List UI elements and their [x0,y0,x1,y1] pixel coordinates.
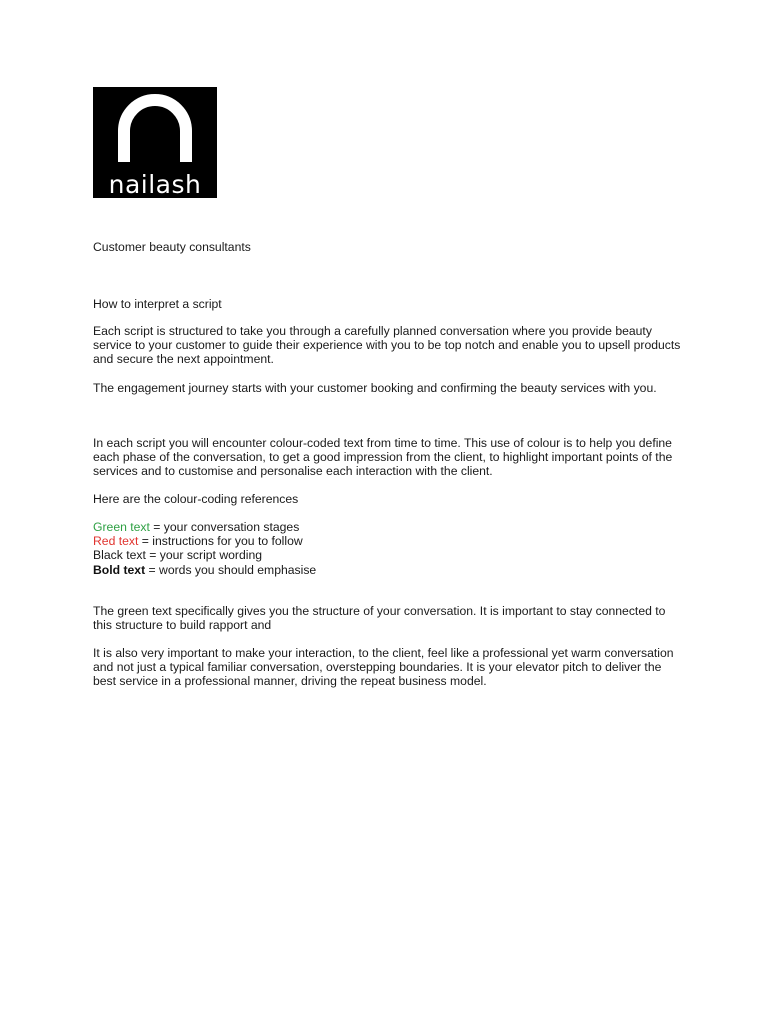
paragraph-script-structure: Each script is structured to take you through a carefully planned conversation where you provide beauty service to your customer to guide their experience with you to be top notch and enable you to upsell products and secure the next appointment. [93,324,681,367]
legend-item-green [93,520,683,534]
legend-term-red: Red text [93,534,139,549]
paragraph-professional-interaction: It is also very important to make your interaction, to the client, feel like a professional yet warm conversation and not just a typical familiar conversation, overstepping boundaries. It is your elevator pitch to deliver the best service in a professional manner, driving the repeat business model. [93,646,674,689]
legend-desc-bold: = words you should emphasise [145,562,317,577]
paragraph-colour-coding: In each script you will encounter colour-coded text from time to time. This use of colour is to help you define each phase of the conversation, to get a good impression from the client, to highlight important points of the services and to customise and personalise each interaction with the client. [93,436,673,479]
nailash-logo-mark [93,87,217,198]
nailash-logo [93,87,217,198]
legend-item-black [93,548,683,562]
legend-item-red [93,534,683,548]
document-subtitle: Customer beauty consultants [93,240,251,254]
legend-desc-black: = your script wording [145,548,263,563]
legend-term-black: Black text [93,548,146,563]
logo-wordmark: nailash [108,170,202,198]
paragraph-green-structure: The green text specifically gives you the structure of your conversation. It is important to stay connected to this structure to build rapport and [93,604,666,633]
section-heading: How to interpret a script [93,297,222,311]
legend-desc-green: = your conversation stages [149,520,300,534]
legend-item-bold [93,563,683,577]
legend-term-green: Green text [93,520,150,534]
legend-desc-red: = instructions for you to follow [138,534,303,549]
paragraph-engagement-journey: The engagement journey starts with your customer booking and confirming the beauty services with you. [93,381,657,395]
references-intro: Here are the colour-coding references [93,492,299,506]
legend-term-bold: Bold text [93,562,146,577]
colour-legend [93,520,683,577]
